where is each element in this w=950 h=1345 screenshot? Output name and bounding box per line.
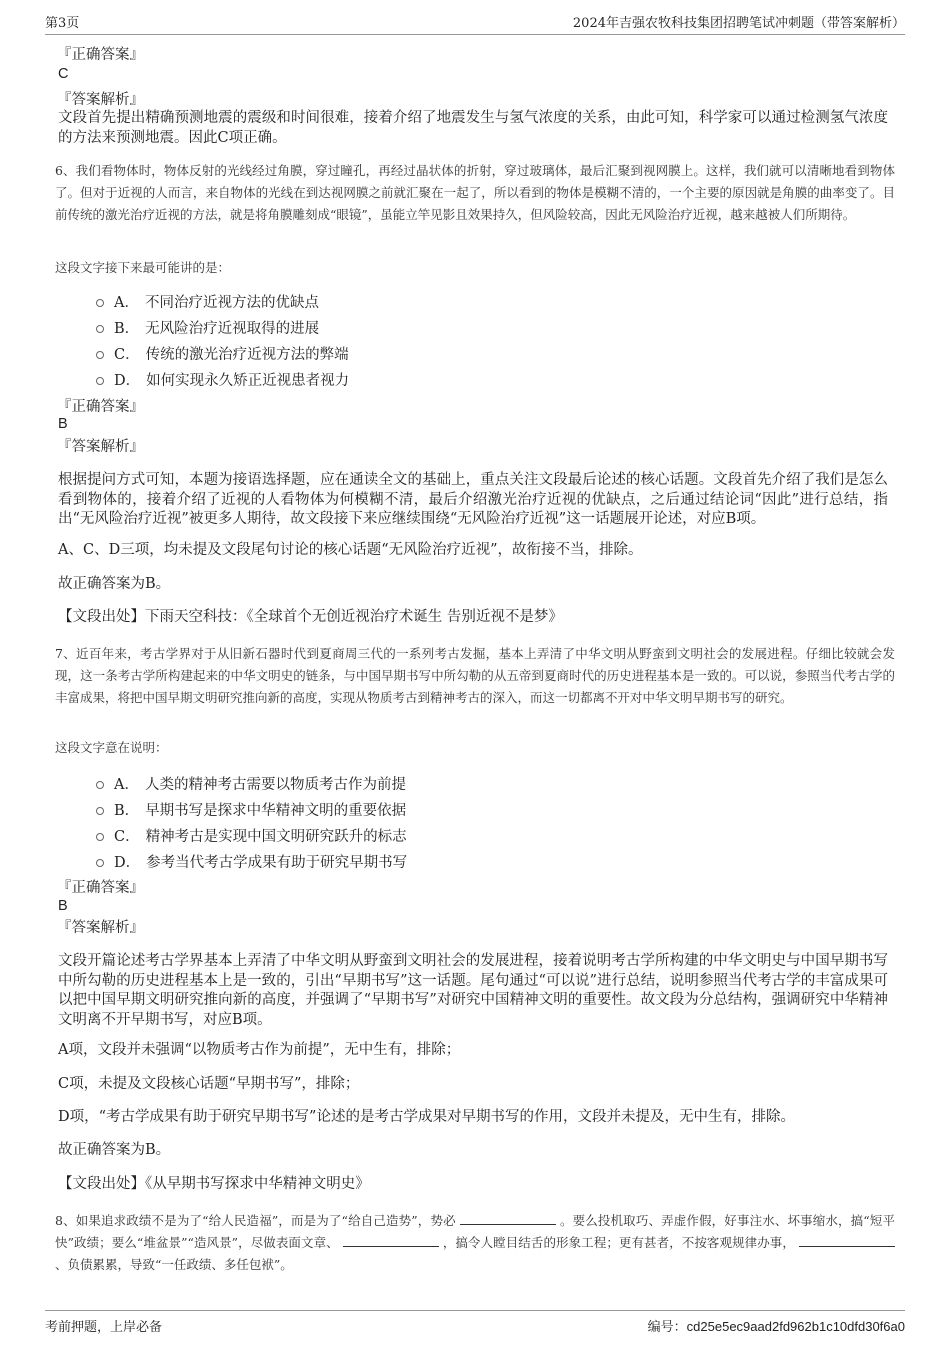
page-footer <box>45 1310 905 1335</box>
analysis-label: 『答案解析』 <box>57 439 144 455</box>
answer-label: 『正确答案』 <box>57 47 144 63</box>
answer-label: 『正确答案』 <box>57 880 144 896</box>
question-6-text: 6、我们看物体时，物体反射的光线经过角膜，穿过瞳孔，再经过晶状体的折射，穿过玻璃体，最后汇聚到视网膜上。这样，我们就可以清晰地看到物体了。但对于近视的人而言，来自物体的光线在到达视网膜之前就汇聚在一起了，所以看到的物体是模糊不清的，一个主要的原因就是角膜的曲率变了。目前传统的激光治疗近视的方法，就是将角膜雕刻成“眼镜”，虽能立竿见影且效果持久，但风险较高，因此无风险治疗近视，越来越被人们所期待。 <box>55 163 895 222</box>
option-b[interactable]: B． 早期书写是探求中华精神文明的重要依据 <box>96 799 406 820</box>
fill-blank[interactable] <box>343 1234 439 1247</box>
analysis-paragraph: 故正确答案为B。 <box>58 1142 171 1158</box>
question-6-prompt: 这段文字接下来最可能讲的是： <box>55 260 231 275</box>
analysis-paragraph: C项，未提及文段核心话题“早期书写”，排除； <box>58 1076 360 1092</box>
source-citation: 【文段出处】《从早期书写探求中华精神文明史》 <box>58 1176 370 1192</box>
analysis-label: 『答案解析』 <box>57 920 144 936</box>
radio-icon[interactable] <box>96 351 104 359</box>
radio-icon[interactable] <box>96 807 104 815</box>
analysis-paragraph: D项，“考古学成果有助于研究早期书写”论述的是考古学成果对早期书写的作用，文段并未提及，无中生有，排除。 <box>58 1109 795 1125</box>
correct-answer: B <box>58 416 68 432</box>
analysis-paragraph: 故正确答案为B。 <box>58 576 171 592</box>
option-a[interactable]: A． 人类的精神考古需要以物质考古作为前提 <box>96 773 406 794</box>
question-7-text: 7、近百年来，考古学界对于从旧新石器时代到夏商周三代的一系列考古发掘，基本上弄清了中华文明从野蛮到文明社会的发展进程。仔细比较就会发现，这一条考古学所构建起来的中华文明史的链条，与中国早期书写中所勾勒的从五帝到夏商时代的历史进程基本是一致的。可以说，参照当代考古学的丰富成果，将把中国早期文明研究推向新的高度，实现从物质考古到精神考古的深入，而这一切都离不开对中华文明早期书写的研究。 <box>55 646 895 705</box>
answer-label: 『正确答案』 <box>57 399 144 415</box>
option-d[interactable]: D． 如何实现永久矫正近视患者视力 <box>96 369 349 390</box>
correct-answer: B <box>58 898 68 914</box>
radio-icon[interactable] <box>96 299 104 307</box>
analysis-paragraph: 文段开篇论述考古学界基本上弄清了中华文明从野蛮到文明社会的发展进程，接着说明考古学所构建的中华文明史与中国早期书写中所勾勒的历史进程基本上是一致的，引出“早期书写”这一话题。尾句通过“可以说”进行总结，说明参照当代考古学的丰富成果可以把中国早期文明研究推向新的高度，并强调了“早期书写”对研究中国精神文明的重要性。故文段为分总结构，强调研究中华精神文明离不开早期书写，对应B项。 <box>58 953 888 1028</box>
option-c[interactable]: C． 传统的激光治疗近视方法的弊端 <box>96 343 349 364</box>
page-header <box>45 12 905 35</box>
option-c[interactable]: C． 精神考古是实现中国文明研究跃升的标志 <box>96 825 407 846</box>
fill-blank[interactable] <box>799 1234 895 1247</box>
document-title: 2024年吉强农牧科技集团招聘笔试冲刺题（带答案解析） <box>572 16 905 31</box>
source-citation: 【文段出处】下雨天空科技：《全球首个无创近视治疗术诞生 告别近视不是梦》 <box>58 609 563 625</box>
correct-answer: C <box>58 66 69 82</box>
footer-slogan: 考前押题，上岸必备 <box>45 1320 163 1335</box>
radio-icon[interactable] <box>96 833 104 841</box>
document-id: 编号：cd25e5ec9aad2fd962b1c10dfd30f6a0 <box>647 1319 905 1334</box>
analysis-text: 文段首先提出精确预测地震的震级和时间很难，接着介绍了地震发生与氢气浓度的关系，由此可知，科学家可以通过检测氢气浓度的方法来预测地震。因此C项正确。 <box>58 110 888 146</box>
analysis-paragraph: A项，文段并未强调“以物质考古作为前提”，无中生有，排除； <box>58 1042 461 1058</box>
radio-icon[interactable] <box>96 377 104 385</box>
analysis-paragraph: A、C、D三项，均未提及文段尾句讨论的核心话题“无风险治疗近视”，故衔接不当，排除。 <box>58 542 643 558</box>
analysis-label: 『答案解析』 <box>57 92 144 108</box>
option-a[interactable]: A． 不同治疗近视方法的优缺点 <box>96 291 319 312</box>
option-d[interactable]: D． 参考当代考古学成果有助于研究早期书写 <box>96 851 407 872</box>
radio-icon[interactable] <box>96 781 104 789</box>
question-7-prompt: 这段文字意在说明： <box>55 740 168 755</box>
page-number: 第3页 <box>45 16 80 31</box>
radio-icon[interactable] <box>96 859 104 867</box>
radio-icon[interactable] <box>96 325 104 333</box>
fill-blank[interactable] <box>460 1212 556 1225</box>
analysis-paragraph: 根据提问方式可知，本题为接语选择题，应在通读全文的基础上，重点关注文段最后论述的核心话题。文段首先介绍了我们是怎么看到物体的，接着介绍了近视的人看物体为何模糊不清，最后介绍激光治疗近视的优缺点，之后通过结论词“因此”进行总结，指出“无风险治疗近视”被更多人期待，故文段接下来应继续围绕“无风险治疗近视”这一话题展开论述，对应B项。 <box>58 472 888 527</box>
option-b[interactable]: B． 无风险治疗近视取得的进展 <box>96 317 319 338</box>
question-8-text: 8、如果追求政绩不是为了“给人民造福”，而是为了“给自己造势”，势必 。要么投机取巧、弄虚作假，好事注水、坏事缩水，搞“短平快”政绩；要么“堆盆景”“造风景”，尽做表面文章、 ，搞令人瞠目结舌的形象工程；更有甚者，不按客观规律办事， 、负债累累，导致“一任政绩、多任包袱”。 <box>55 1213 895 1272</box>
